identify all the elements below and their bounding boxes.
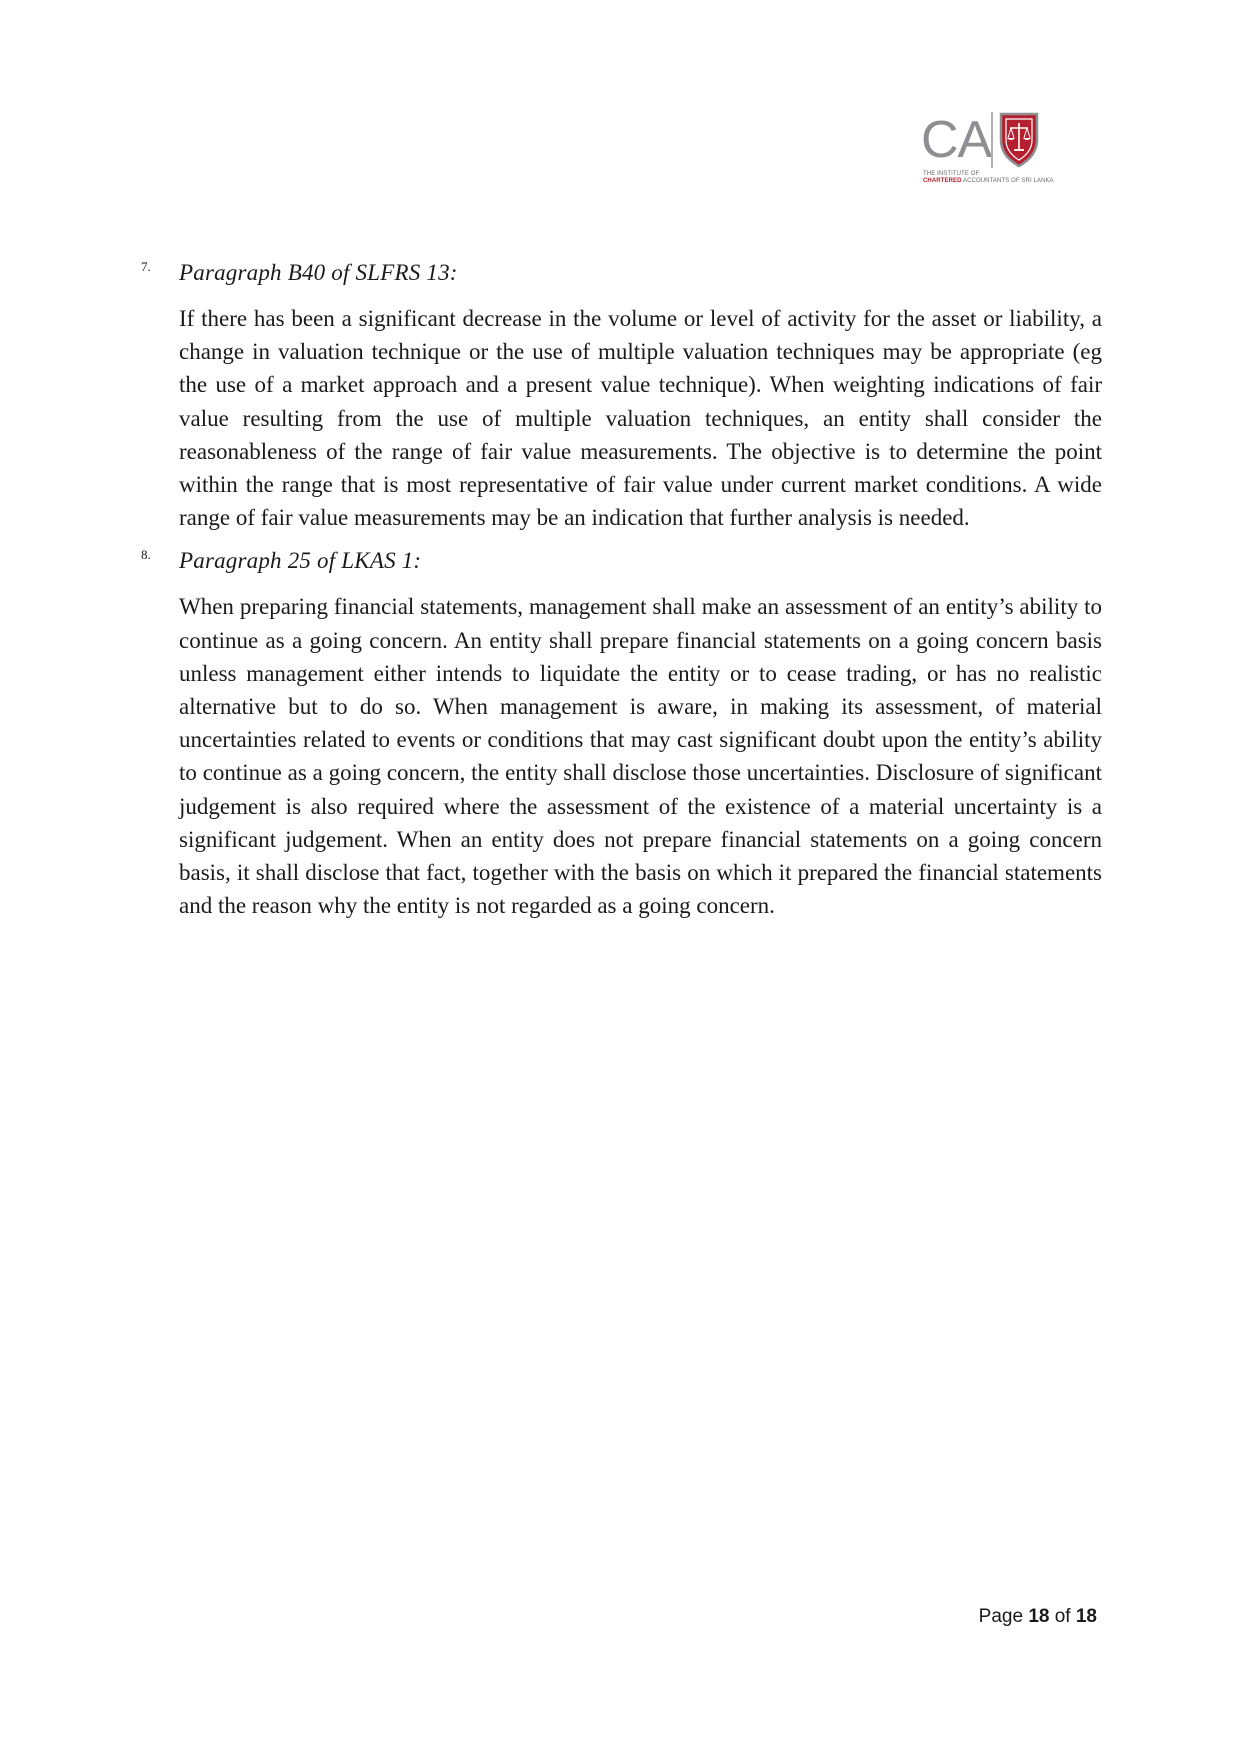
of-label: of xyxy=(1049,1606,1076,1627)
item-heading: Paragraph B40 of SLFRS 13: xyxy=(179,260,458,285)
institute-logo xyxy=(918,108,1078,190)
current-page: 18 xyxy=(1028,1606,1050,1627)
logo-mark: CA xyxy=(921,111,992,169)
scales-of-justice-shield-icon xyxy=(998,110,1040,168)
logo-subtitle-rest: ACCOUNTANTS OF SRI LANKA xyxy=(961,178,1054,184)
page-number-footer xyxy=(979,1606,1097,1628)
item-number: 8. xyxy=(141,547,151,563)
logo-highlight-word: CHARTERED xyxy=(923,178,962,184)
list-item xyxy=(141,546,1101,922)
logo-subtitle xyxy=(923,171,1054,185)
item-paragraph: When preparing financial statements, management shall make an assessment of an entity’s ability to continue as a going concern. An entity shall prepare financial statements on a going concern basis unless management either intends to liquidate the entity or to cease trading, or has no realistic alternative but to do so. When management is aware, in making its assessment, of material uncertainties related to events or conditions that may cast significant doubt upon the entity’s ability to continue as a going concern, the entity shall disclose those uncertainties. Disclosure of significant judgement is also required where the assessment of the existence of a material uncertainty is a significant judgement. When an entity does not prepare financial statements on a going concern basis, it shall disclose that fact, together with the basis on which it prepared the financial statements and the reason why the entity is not regarded as a going concern. xyxy=(179,594,1102,919)
item-heading: Paragraph 25 of LKAS 1: xyxy=(179,548,422,574)
logo-divider xyxy=(991,112,993,168)
page-label: Page xyxy=(978,1606,1029,1627)
list-item xyxy=(141,258,1101,534)
logo-subtitle-line2 xyxy=(923,178,1054,185)
item-paragraph: If there has been a significant decrease in the volume or level of activity for the asset or liability, a change in valuation technique or the use of multiple valuation techniques may be appropriate (eg the use of a market approach and a present value technique). When weighting indications of fair value resulting from the use of multiple valuation techniques, an entity shall consider the reasonableness of the range of fair value measurements. The objective is to determine the point within the range that is most representative of fair value under current market conditions. A wide range of fair value measurements may be an indication that further analysis is needed. xyxy=(179,306,1102,531)
document-body xyxy=(141,258,1101,934)
item-number: 7. xyxy=(141,259,151,274)
logo-subtitle-line1: THE INSTITUTE OF xyxy=(923,171,980,177)
total-pages: 18 xyxy=(1075,1606,1097,1627)
